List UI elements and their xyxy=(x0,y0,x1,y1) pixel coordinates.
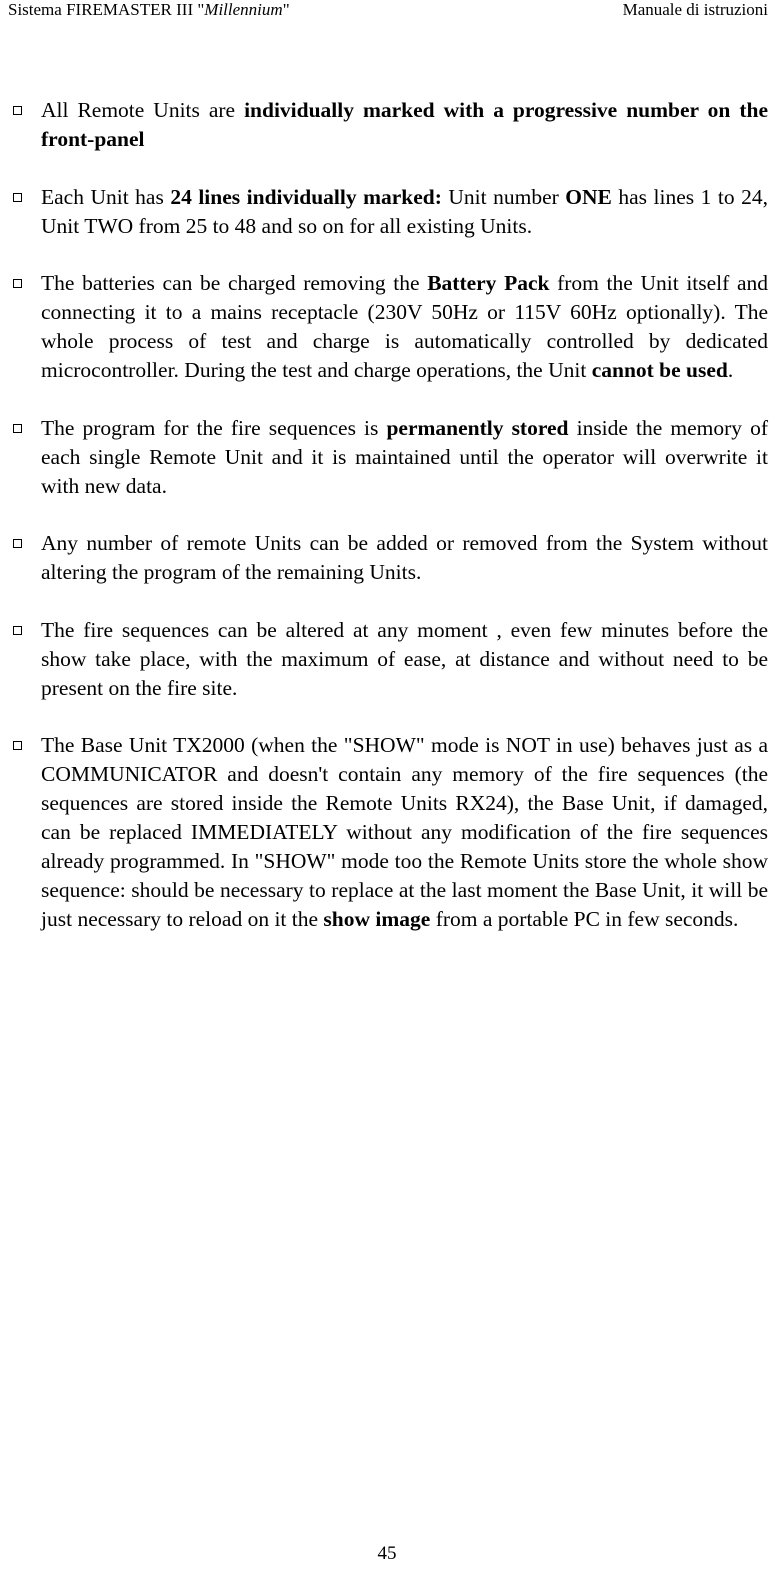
body-text: Unit number xyxy=(441,184,566,209)
bold-text: show image xyxy=(323,907,431,931)
header-title-suffix: " xyxy=(282,0,290,19)
body-text: inside the memory of each single Remote Unit and it is maintained until the operator will overwrite it with new data. xyxy=(41,415,768,498)
bullet-text xyxy=(41,269,768,385)
bold-text: 24 lines individually marked: xyxy=(170,184,442,209)
bullet-item xyxy=(8,96,768,154)
checkbox-bullet-icon xyxy=(13,279,22,288)
body-text: The batteries can be charged removing the xyxy=(41,271,428,295)
header-title xyxy=(8,0,290,20)
bullet-item xyxy=(8,616,768,703)
bold-text: permanently stored xyxy=(386,415,569,440)
body-text: Each Unit has xyxy=(41,184,171,209)
page-header xyxy=(0,0,774,24)
body-text: The program for the fire sequences is xyxy=(41,415,387,440)
body-text: . xyxy=(727,358,734,382)
header-manual-label: Manuale di istruzioni xyxy=(622,0,768,19)
checkbox-bullet-icon xyxy=(13,424,22,433)
bullet-item xyxy=(8,269,768,385)
body-text: All Remote Units are xyxy=(41,98,245,122)
bullet-text xyxy=(41,731,768,934)
checkbox-bullet-icon xyxy=(13,193,22,202)
body-text: has lines 1 to 24, Unit TWO from 25 to 48 and so on for all existing Units. xyxy=(41,184,768,238)
bold-text: ONE xyxy=(565,184,612,209)
bold-text: Battery Pack xyxy=(427,271,550,295)
bullet-text xyxy=(41,96,768,154)
body-text: from the Unit itself and connecting it to a mains receptacle (230V 50Hz or 115V 60Hz optionally). The whole process of test and charge is automatically controlled by dedicated microcontroller. During the test and charge operations, the Unit xyxy=(41,271,768,382)
body-text: Any number of remote Units can be added or removed from the System without altering the program of the remaining Units. xyxy=(41,531,768,584)
bold-text: cannot be used xyxy=(591,358,728,382)
page-number: 45 xyxy=(377,1543,397,1564)
bullet-item xyxy=(8,414,768,501)
bullet-text xyxy=(41,529,768,587)
bullet-item xyxy=(8,731,768,934)
bullet-text xyxy=(41,414,768,501)
checkbox-bullet-icon xyxy=(13,741,22,750)
body-text: The fire sequences can be altered at any moment , even few minutes before the show take place, with the maximum of ease, at distance and without need to be present on the fire site. xyxy=(41,617,768,700)
header-title-italic: Millennium xyxy=(204,0,283,19)
bullet-item xyxy=(8,183,768,241)
bullet-item xyxy=(8,529,768,587)
checkbox-bullet-icon xyxy=(13,539,22,548)
header-title-prefix: Sistema FIREMASTER III " xyxy=(8,0,205,19)
bullet-text xyxy=(41,183,768,241)
bullet-list xyxy=(8,96,768,963)
checkbox-bullet-icon xyxy=(13,106,22,115)
bullet-text xyxy=(41,616,768,703)
checkbox-bullet-icon xyxy=(13,626,22,635)
body-text: from a portable PC in few seconds. xyxy=(430,907,739,931)
body-text: The Base Unit TX2000 (when the "SHOW" mode is NOT in use) behaves just as a COMMUNICATOR and doesn't contain any memory of the fire sequences (the sequences are stored inside the Remote Units RX24), the Base Unit, if damaged, can be replaced IMMEDIATELY without any modification of the fire sequences already programmed. In "SHOW" mode too the Remote Units store the whole show sequence: should be necessary to replace at the last moment the Base Unit, it will be just necessary to reload on it the xyxy=(41,733,768,931)
bold-text: individually marked with a progressive number on the front-panel xyxy=(41,98,768,151)
